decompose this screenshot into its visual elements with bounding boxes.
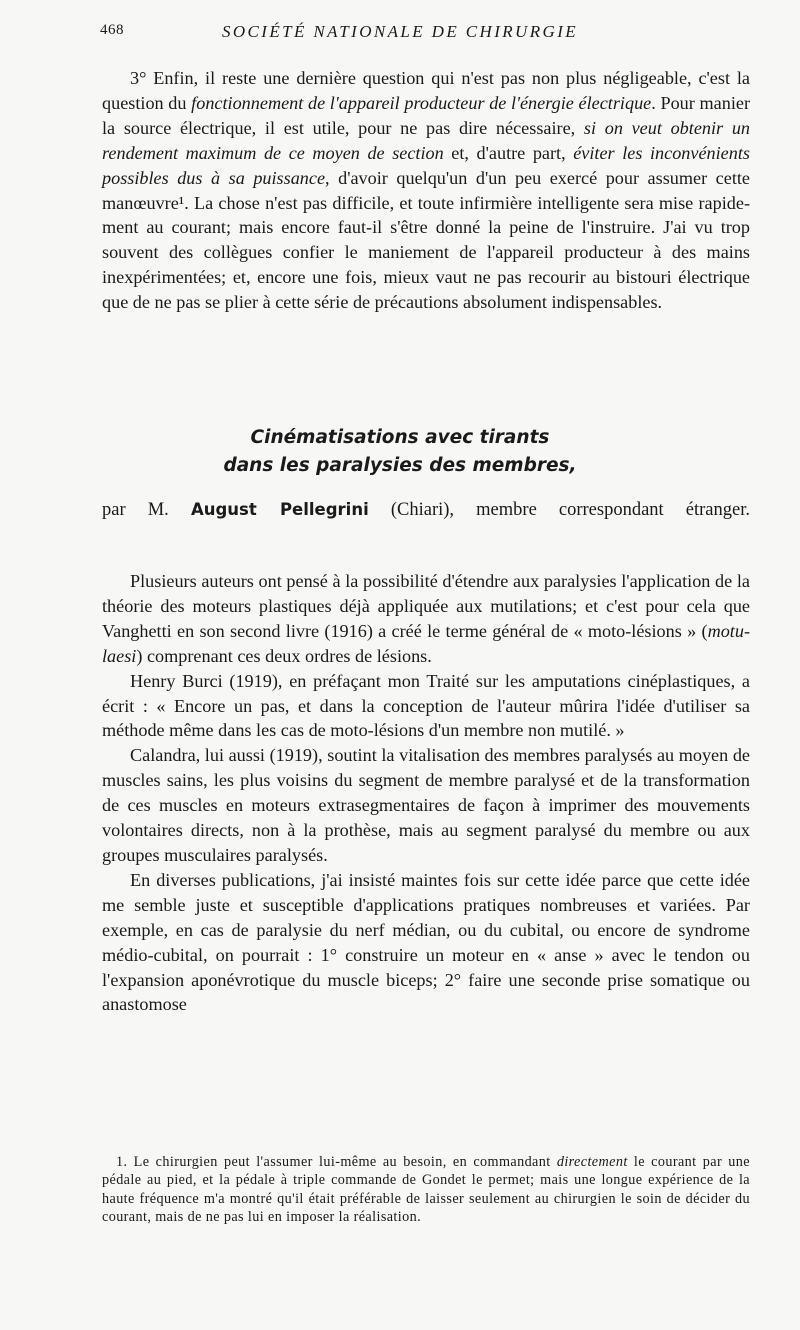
italic-run: éviter les inconvénients possibles dus à sa puissance [102,142,750,188]
previous-article-continuation [102,66,750,315]
page-number: 468 [100,22,124,38]
italic-run: motu-laesi [102,620,750,666]
paragraph: En diverses publications, j'ai insisté maintes fois sur cette idée parce que cette idée me semble juste et susceptible d'applications pratiques nombreuses et variées. Par exemple, en cas de paralysie du nerf médian, ou du cubital, ou encore de syndrome médio-cubital, on pourrait : 1° construire un moteur en « anse » avec le tendon ou l'expansion aponévrotique du muscle biceps; 2° faire une seconde prise somatique ou anastomose [102,869,750,1015]
footnote [102,1153,750,1227]
article-body [102,569,750,1017]
text-run: 1. Le chirurgien peut l'assumer lui-même au besoin, en commandant [116,1154,557,1170]
article-title [0,424,800,480]
paragraph [102,66,750,315]
article-title-line-1: Cinématisations avec tirants [250,427,550,448]
author-name: August Pellegrini [190,500,369,519]
running-head [0,22,800,44]
text-run: . Pour manier la source électrique, il est utile, pour ne pas dire nécessaire, [102,92,750,138]
paragraph: Henry Burci (1919), en préfaçant mon Traité sur les amputations cinéplastiques, a écrit : « Encore un pas, et dans la conception de l'auteur mûrira l'idée d'utiliser sa méthode même dans les cas de moto-lésions d'un membre non mutilé. » [102,670,750,741]
text-run: 3° Enfin, il reste une dernière question qui n'est pas non plus négligeable, c'est la question du [102,68,750,113]
text-run: ) comprenant ces deux ordres de lésions. [136,645,432,666]
footnote-text [102,1153,750,1227]
text-run: Plusieurs auteurs ont pensé à la possibilité d'étendre aux paralysies l'application de la théorie des moteurs plastiques déjà appliquée aux mutilations; et c'est pour cela que Vanghetti en son second livre (1916) a créé le terme général de « moto-lésions » ( [102,571,750,641]
paragraph [102,569,750,669]
italic-run: si on veut obtenir un rendement maximum de ce moyen de section [102,117,751,163]
article-title-line-2: dans les paralysies des membres, [223,455,577,476]
italic-run: fonctionnement de l'appareil producteur de l'énergie électrique [191,92,652,113]
text-run: le courant par une pédale au pied, et la pédale à triple commande de Gondet le permet; mais une longue expérience de la haute fréquence m'a montré qu'il était préférable de laisser seulement au chirurgien le soin de décider du courant, mais de ne pas lui en imposer la réalisation. [102,1154,750,1226]
journal-title: SOCIÉTÉ NATIONALE DE CHIRURGIE [221,22,579,41]
text-run: , d'avoir quelqu'un d'un peu exercé pour assumer cette manœuvre¹. La chose n'est pas difficile, et toute infirmière intelligente sera mise rapidement au courant; mais encore faut-il s'être donné la peine de l'instruire. J'ai vu trop souvent des collègues confier le maniement de l'appareil producteur à des mains inexpérimentées; et, encore une fois, mieux vaut ne pas recourir au bistouri électrique que de ne pas se plier à cette série de précautions absolument indispensables. [102,167,750,313]
byline [102,498,750,522]
italic-run: directement [556,1154,628,1170]
byline-prefix: par M. [102,500,191,520]
text-run: et, d'autre part, [443,142,574,163]
byline-suffix: (Chiari), membre correspondant étranger. [368,500,750,520]
paragraph: Calandra, lui aussi (1919), soutint la vitalisation des membres paralysés au moyen de muscles sains, les plus voisins du segment de membre paralysé et de la transformation de ces muscles en moteurs extrasegmentaires de façon à imprimer des mouvements volontaires directs, non à la prothèse, mais au segment paralysé du membre ou aux groupes musculaires paralysés. [102,745,750,865]
